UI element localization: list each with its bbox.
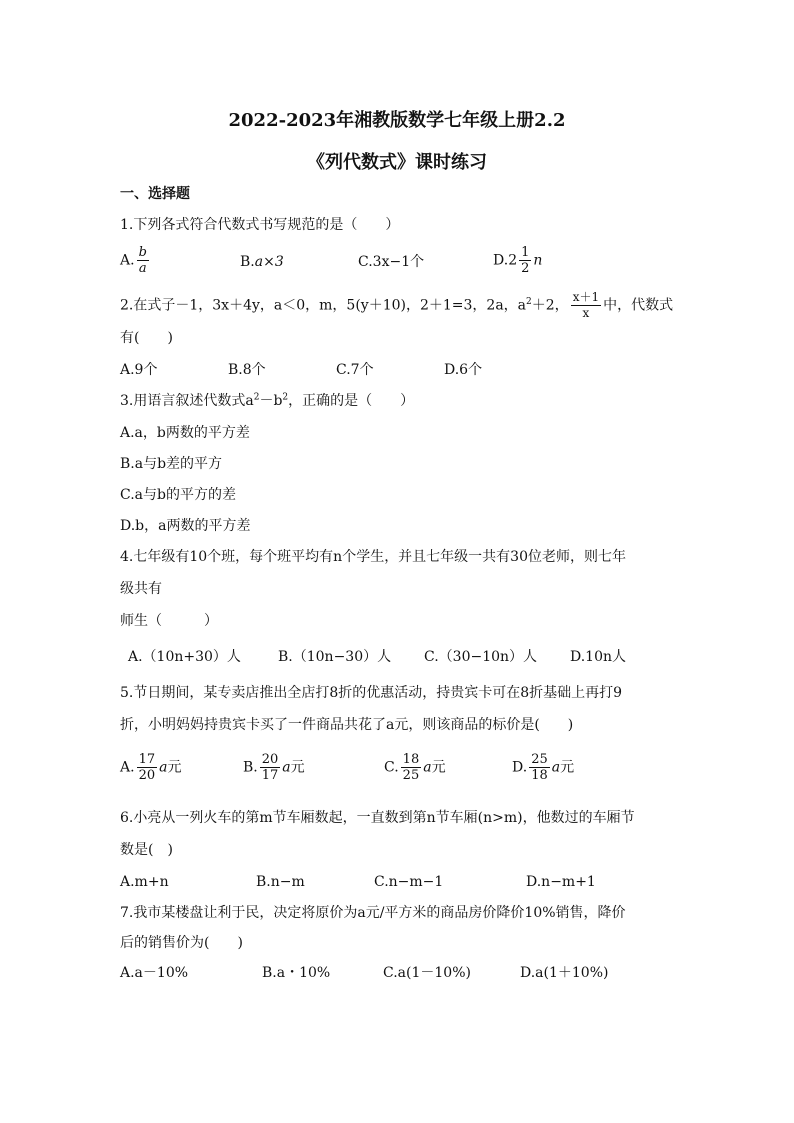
question-1-option-b: B.a×3 (240, 254, 284, 270)
question-1-option-d: D.2 $\frac{1}{2}$ n (493, 245, 543, 276)
question-5-option-d: D. $\frac{25}{18}$ a元 (512, 752, 575, 783)
question-3-option-d: D.b，a两数的平方差 (120, 518, 251, 534)
question-3-option-c: C.a与b的平方的差 (120, 487, 236, 503)
document-title-line2: 《列代数式》课时练习 (307, 152, 487, 173)
question-2-option-c: C.7个 (336, 362, 374, 378)
question-2-option-d: D.6个 (444, 362, 483, 378)
question-2-stem-continued: 有( ) (120, 330, 173, 346)
question-4-option-d: D.10n人 (570, 649, 627, 665)
question-4-option-b: B.（10n−30）人 (278, 649, 392, 665)
question-3-option-b: B.a与b差的平方 (120, 456, 223, 472)
question-7-stem-continued: 后的销售价为( ) (120, 935, 243, 951)
question-5-option-b: B. $\frac{20}{17}$ a元 (243, 752, 305, 783)
document-title-line1: 2022-2023年湘教版数学七年级上册2.2 (228, 110, 566, 131)
question-7-option-c: C.a(1－10%) (383, 965, 471, 981)
question-6-option-d: D.n−m+1 (526, 874, 596, 890)
question-1-option-c: C.3x−1个 (358, 254, 425, 270)
question-5-stem-continued: 折，小明妈妈持贵宾卡买了一件商品共花了a元，则该商品的标价是( ) (120, 717, 574, 733)
question-6-option-c: C.n−m−1 (374, 874, 444, 890)
question-4-stem-continued-2: 师生（ ） (120, 613, 218, 629)
question-6-stem-continued: 数是( ) (120, 842, 173, 858)
question-2-option-a: A.9个 (120, 362, 158, 378)
question-7-option-d: D.a(1＋10%) (520, 965, 609, 981)
section-heading: 一、选择题 (120, 186, 190, 202)
question-1-option-a: A. $\frac{b}{a}$ (120, 245, 147, 276)
question-3-option-a: A.a，b两数的平方差 (120, 425, 250, 441)
question-7-option-a: A.a－10% (120, 965, 189, 981)
question-6-option-b: B.n−m (256, 874, 305, 890)
question-1-stem: 1.下列各式符合代数式书写规范的是（ ） (120, 217, 400, 233)
question-7-stem: 7.我市某楼盘让利于民，决定将原价为a元/平方米的商品房价降价10%销售，降价 (120, 905, 626, 921)
question-4-stem: 4.七年级有10个班，每个班平均有n个学生，并且七年级一共有30位老师，则七年 (120, 549, 627, 565)
question-6-stem: 6.小亮从一列火车的第m节车厢数起，一直数到第n节车厢(n>m)，他数过的车厢节 (120, 810, 635, 826)
question-5-stem: 5.节日期间，某专卖店推出全店打8折的优惠活动，持贵宾卡可在8折基础上再打9 (120, 685, 623, 701)
question-6-option-a: A.m+n (120, 874, 169, 890)
question-4-stem-continued: 级共有 (120, 581, 162, 597)
question-5-option-a: A. $\frac{17}{20}$ a元 (120, 752, 182, 783)
question-4-option-a: A.（10n+30）人 (128, 649, 241, 665)
question-3-stem: 3.用语言叙述代数式$a^2-b^2$，正确的是（ ） (120, 392, 415, 409)
question-7-option-b: B.a・10% (262, 965, 331, 981)
question-2-stem: 2.在式子－1，3x＋4y，a＜0，m，5(y＋10)，2＋1=3，2a，$a^2+2$， $\frac{x+1}{x}$ 中，代数式 (120, 290, 674, 320)
question-2-option-b: B.8个 (228, 362, 266, 378)
question-5-option-c: C. $\frac{18}{25}$ a元 (384, 752, 446, 783)
question-4-option-c: C.（30−10n）人 (424, 649, 538, 665)
